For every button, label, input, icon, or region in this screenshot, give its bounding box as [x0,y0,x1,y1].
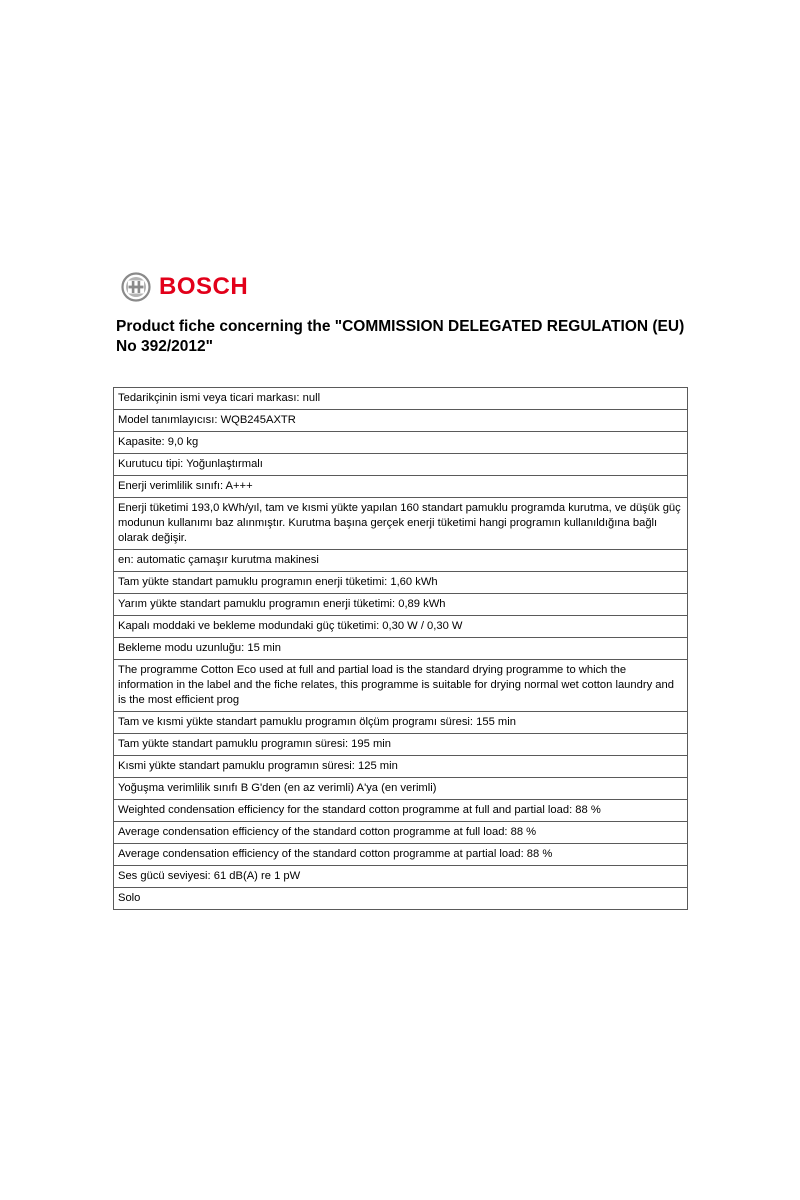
fiche-entry: The programme Cotton Eco used at full and partial load is the standard drying programme to which the information in the label and the fiche relates, this programme is suitable for drying normal wet cotton laundry and is the most efficient prog [118,664,674,706]
fiche-entry: Tam yükte standart pamuklu programın enerji tüketimi: 1,60 kWh [118,576,438,588]
table-row [114,550,688,572]
fiche-entry: Model tanımlayıcısı: WQB245AXTR [118,414,296,426]
table-row [114,454,688,476]
table-cell [114,410,688,432]
table-cell [114,778,688,800]
table-row [114,572,688,594]
table-row [114,822,688,844]
table-cell [114,594,688,616]
table-row [114,476,688,498]
table-cell [114,498,688,550]
table-cell [114,822,688,844]
table-row [114,498,688,550]
table-row [114,638,688,660]
table-cell [114,616,688,638]
fiche-entry: Ses gücü seviyesi: 61 dB(A) re 1 pW [118,870,301,882]
table-cell [114,550,688,572]
fiche-entry: Average condensation efficiency of the standard cotton programme at full load: 88 % [118,826,537,838]
table-cell [114,388,688,410]
fiche-entry: Tam yükte standart pamuklu programın süresi: 195 min [118,738,391,750]
fiche-entry: Yoğuşma verimlilik sınıfı B G'den (en az verimli) A'ya (en verimli) [118,782,437,794]
fiche-entry: Kapalı moddaki ve bekleme modundaki güç tüketimi: 0,30 W / 0,30 W [118,620,463,632]
fiche-entry: Bekleme modu uzunluğu: 15 min [118,642,281,654]
table-cell [114,572,688,594]
table-cell [114,844,688,866]
fiche-entry: Tedarikçinin ismi veya ticari markası: null [118,392,321,404]
fiche-entry: Average condensation efficiency of the standard cotton programme at partial load: 88 % [118,848,553,860]
table-row [114,800,688,822]
fiche-entry: Yarım yükte standart pamuklu programın enerji tüketimi: 0,89 kWh [118,598,446,610]
product-fiche-table [113,387,688,910]
table-cell [114,866,688,888]
table-row [114,712,688,734]
table-row [114,594,688,616]
table-cell [114,888,688,910]
table-cell [114,476,688,498]
page-title: Product fiche concerning the "COMMISSION DELEGATED REGULATION (EU) No 392/2012" [116,318,685,355]
table-row [114,734,688,756]
table-row [114,616,688,638]
table-cell [114,734,688,756]
fiche-entry: Kapasite: 9,0 kg [118,436,199,448]
table-row [114,778,688,800]
fiche-entry: Solo [118,892,141,904]
bosch-armature-icon [121,272,151,302]
table-row [114,844,688,866]
table-row [114,660,688,712]
table-cell [114,800,688,822]
table-row [114,388,688,410]
fiche-entry: Weighted condensation efficiency for the standard cotton programme at full and partial load: 88 % [118,804,601,816]
table-row [114,432,688,454]
table-cell [114,756,688,778]
fiche-entry: Enerji verimlilik sınıfı: A+++ [118,480,253,492]
table-cell [114,432,688,454]
fiche-entry: en: automatic çamaşır kurutma makinesi [118,554,319,566]
table-cell [114,638,688,660]
fiche-entry: Enerji tüketimi 193,0 kWh/yıl, tam ve kısmi yükte yapılan 160 standart pamuklu programda kurutma, ve düşük güç modunun kullanımı baz alınmıştır. Kurutma başına gerçek enerji tüketimi hangi programın kullanıldığına bağlı olarak değişir. [118,502,681,544]
brand-logo [121,272,248,302]
table-cell [114,660,688,712]
table-cell [114,712,688,734]
fiche-entry: Tam ve kısmi yükte standart pamuklu programın ölçüm programı süresi: 155 min [118,716,516,728]
table-cell [114,454,688,476]
brand-wordmark: BOSCH [159,273,249,300]
table-row [114,866,688,888]
table-row [114,410,688,432]
fiche-entry: Kurutucu tipi: Yoğunlaştırmalı [118,458,263,470]
table-row [114,756,688,778]
table-row [114,888,688,910]
fiche-entry: Kısmi yükte standart pamuklu programın süresi: 125 min [118,760,398,772]
